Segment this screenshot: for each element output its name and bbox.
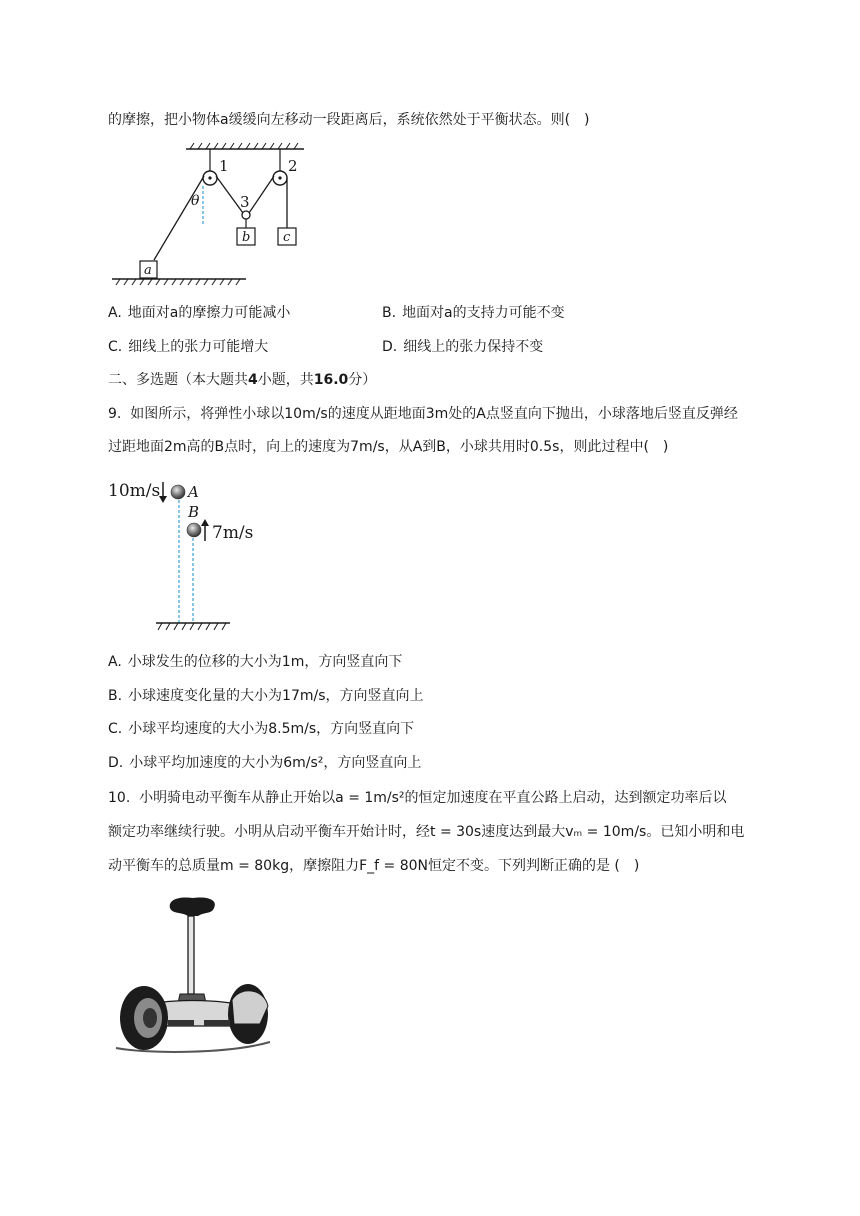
q8-option-d[interactable]: D. 细线上的张力保持不变 [382,339,544,355]
label-b: b [242,230,251,245]
ball-b [187,523,201,537]
label-2: 2 [288,157,298,175]
q10-stem-line2: 额定功率继续行驶。小明从启动平衡车开始计时，经t = 30s速度达到最大vₘ = 10m/s。已知小明和电 [108,824,745,840]
q8-stem-tail: 的摩擦，把小物体a缓缓向左移动一段距离后，系统依然处于平衡状态。则( ) [108,112,590,128]
label-theta: θ [191,193,200,209]
label-7ms: 7m/s [212,523,254,543]
balance-scooter-image [108,890,278,1060]
q8-pulley-figure [110,140,310,290]
label-3: 3 [240,193,250,211]
q10-stem-line3: 动平衡车的总质量m = 80kg，摩擦阻力F_f = 80N恒定不变。下列判断正确的是 ( ) [108,858,640,874]
q10-number: 10. [108,790,131,806]
q10-stem-line1: 10. 小明骑电动平衡车从静止开始以a = 1m/s²的恒定加速度在平直公路上启动，达到额定功率后以 [108,790,727,806]
q9-option-a[interactable]: A. 小球发生的位移的大小为1m，方向竖直向下 [108,654,403,670]
label-c: c [283,230,291,245]
label-a: a [144,263,152,278]
label-10ms: 10m/s [108,481,161,501]
q9-ball-figure [108,475,268,635]
q9-number: 9. [108,406,122,422]
q8-option-b[interactable]: B. 地面对a的支持力可能不变 [382,305,565,321]
q9-option-d[interactable]: D. 小球平均加速度的大小为6m/s²，方向竖直向上 [108,755,422,771]
q9-stem-line2: 过距地面2m高的B点时，向上的速度为7m/s，从A到B，小球共用时0.5s，则此过程中( ) [108,439,669,455]
label-A: A [188,483,199,501]
q8-option-c[interactable]: C. 细线上的张力可能增大 [108,339,269,355]
q8-option-a[interactable]: A. 地面对a的摩擦力可能减小 [108,305,291,321]
pulley-3 [242,211,250,219]
section-2-header: 二、多选题（本大题共4小题，共16.0分） [108,372,377,388]
label-1: 1 [219,157,229,175]
q9-option-c[interactable]: C. 小球平均速度的大小为8.5m/s，方向竖直向下 [108,721,415,737]
q9-option-b[interactable]: B. 小球速度变化量的大小为17m/s，方向竖直向上 [108,688,424,704]
label-B: B [188,503,200,521]
ball-a [171,485,185,499]
q9-stem-line1: 9. 如图所示，将弹性小球以10m/s的速度从距地面3m处的A点竖直向下抛出，小球落地后竖直反弹经 [108,406,738,422]
